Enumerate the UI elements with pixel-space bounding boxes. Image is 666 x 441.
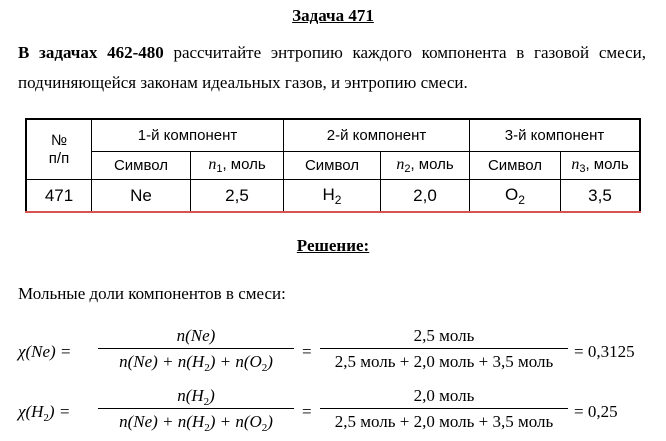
- den-part-2: ) + n(O: [209, 412, 262, 431]
- table-subheader-row: [26, 152, 640, 180]
- den-part-3: ): [267, 412, 273, 431]
- row-symbol-2: [284, 180, 381, 213]
- o-symbol: O: [505, 184, 519, 204]
- n3-index: 3: [579, 163, 586, 175]
- num-part-1: n(H: [177, 386, 204, 405]
- header-n2: [381, 152, 470, 180]
- den-part-1: n(Ne) + n(H: [119, 412, 205, 431]
- n2-index: 2: [404, 163, 411, 175]
- header-symbol-2: Символ: [284, 152, 381, 180]
- row-value-3: 3,5: [561, 180, 641, 213]
- header-number-sign: №: [50, 131, 68, 149]
- den-index-1: 2: [204, 362, 210, 374]
- formula-ne-result: = 0,3125: [574, 342, 635, 361]
- header-symbol-1: Символ: [92, 152, 191, 180]
- formula-ne-numeric-fraction: [320, 324, 568, 373]
- problem-text: рассчитайте энтропию каждого компонента в газовой смеси, подчиняющейся законам идеальных газов, и энтропию смеси.: [18, 43, 646, 92]
- formula-ne: [18, 324, 658, 380]
- equals-sign: =: [302, 402, 312, 421]
- n1-unit: , моль: [222, 156, 266, 173]
- header-component-3: 3-й компонент: [470, 119, 641, 152]
- header-n1: [191, 152, 284, 180]
- n3-letter: n: [571, 156, 580, 173]
- row-symbol-3: [470, 180, 561, 213]
- o-index: 2: [518, 192, 525, 207]
- formula-ne-denominator: [98, 349, 294, 373]
- n3-unit: , моль: [585, 156, 629, 173]
- formula-h2-denominator: [98, 409, 294, 433]
- row-value-2: 2,0: [381, 180, 470, 213]
- lhs-part-2: ) =: [48, 402, 71, 421]
- den-part-2: ) + n(O: [209, 352, 262, 371]
- row-symbol-1: Ne: [92, 180, 191, 213]
- problem-statement: [18, 38, 646, 98]
- formula-h2: [18, 384, 658, 440]
- header-number: [26, 119, 92, 180]
- den-part-3: ): [267, 352, 273, 371]
- formula-ne-numeric-numerator: 2,5 моль: [413, 326, 475, 345]
- row-number: 471: [26, 180, 92, 213]
- header-n3: [561, 152, 641, 180]
- n2-letter: n: [396, 156, 405, 173]
- den-index-2: 2: [261, 422, 268, 434]
- n1-index: 1: [216, 163, 223, 175]
- mole-fractions-text: Мольные доли компонентов в смеси:: [18, 284, 286, 303]
- equals-sign: =: [302, 342, 312, 361]
- formula-h2-numeric-numerator: 2,0 моль: [413, 386, 475, 405]
- problem-title: Задача 471: [292, 6, 374, 25]
- h-index: 2: [334, 192, 342, 207]
- n2-unit: , моль: [410, 156, 454, 173]
- formula-h2-fraction: [98, 384, 294, 433]
- header-component-1: 1-й компонент: [92, 119, 284, 152]
- formula-ne-numerator: n(Ne): [176, 326, 216, 345]
- formula-ne-numeric-denominator: 2,5 моль + 2,0 моль + 3,5 моль: [334, 352, 554, 371]
- lhs-part-1: χ(H: [18, 402, 44, 421]
- header-number-sub: п/п: [48, 149, 70, 167]
- den-index-1: 2: [204, 422, 210, 434]
- num-index: 2: [203, 396, 210, 408]
- den-index-2: 2: [261, 362, 268, 374]
- n1-letter: n: [208, 156, 217, 173]
- formula-h2-numeric-denominator: 2,5 моль + 2,0 моль + 3,5 моль: [334, 412, 554, 431]
- formula-h2-numeric-fraction: [320, 384, 568, 433]
- components-table: [25, 118, 641, 213]
- formula-ne-fraction: [98, 324, 294, 373]
- formula-ne-lhs: χ(Ne) =: [18, 342, 72, 361]
- formula-h2-lhs: [18, 402, 70, 424]
- h-symbol: H: [322, 184, 335, 204]
- table-row: [26, 180, 640, 213]
- den-part-1: n(Ne) + n(H: [119, 352, 205, 371]
- header-component-2: 2-й компонент: [284, 119, 470, 152]
- formula-h2-result: = 0,25: [574, 402, 618, 421]
- problem-range: В задачах 462-480: [18, 43, 164, 62]
- solution-heading: Решение:: [296, 236, 370, 255]
- row-value-1: 2,5: [191, 180, 284, 213]
- num-part-2: ): [209, 386, 215, 405]
- header-symbol-3: Символ: [470, 152, 561, 180]
- formula-h2-numerator: [98, 384, 294, 408]
- lhs-index: 2: [43, 412, 49, 424]
- table-header-row: [26, 119, 640, 152]
